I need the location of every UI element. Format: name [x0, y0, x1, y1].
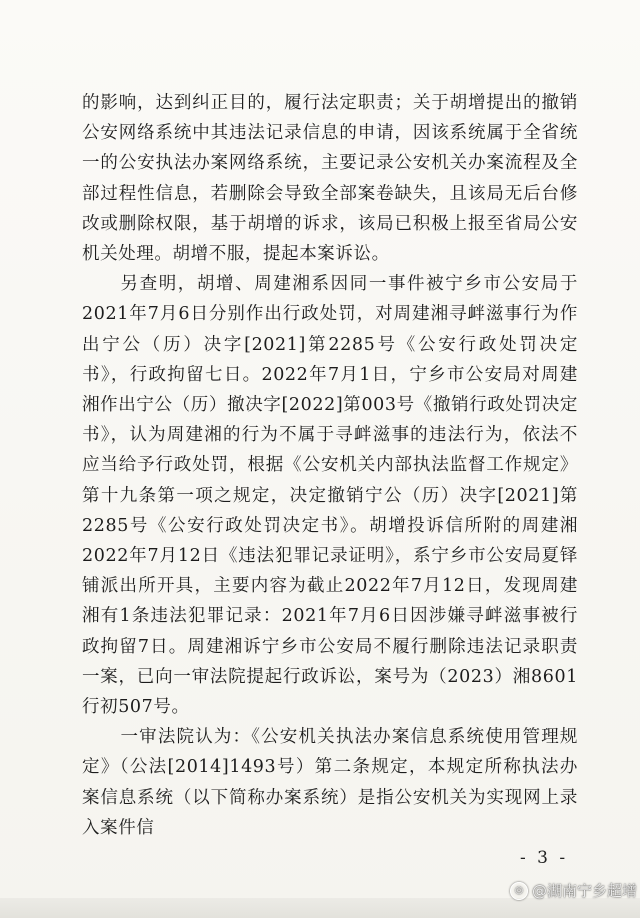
bottom-strip	[0, 898, 640, 918]
circle-logo-icon: ◎	[510, 882, 528, 900]
page-number: - 3 -	[520, 848, 569, 868]
paragraph-1: 的影响，达到纠正目的，履行法定职责；关于胡增提出的撤销公安网络系统中其违法记录信息的申请，因该系统属于全省统一的公安执法办案网络系统，主要记录公安机关办案流程及全部过程性信息，若删除会导致全部案卷缺失，且该局无后台修改或删除权限，基于胡增的诉求，该局已积极上报至省局公安机关处理。胡增不服，提起本案诉讼。	[82, 93, 578, 265]
watermark	[510, 880, 637, 901]
paragraph-2: 另查明，胡增、周建湘系因同一事件被宁乡市公安局于2021年7月6日分别作出行政处罚，对周建湘寻衅滋事行为作出宁公（历）决字[2021]第2285号《公安行政处罚决定书》，行政拘留七日。2022年7月1日，宁乡市公安局对周建湘作出宁公（历）撤决字[2022]第003号《撤销行政处罚决定书》，认为周建湘的行为不属于寻衅滋事的违法行为，依法不应当给予行政处罚，根据《公安机关内部执法监督工作规定》第十九条第一项之规定，决定撤销宁公（历）决字[2021]第2285号《公安行政处罚决定书》。胡增投诉信所附的周建湘2022年7月12日《违法犯罪记录证明》，系宁乡市公安局夏铎铺派出所开具，主要内容为截止2022年7月12日，发现周建湘有1条违法犯罪记录：2021年7月6日因涉嫌寻衅滋事被行政拘留7日。周建湘诉宁乡市公安局不履行删除违法记录职责一案，已向一审法院提起行政诉讼，案号为（2023）湘8601行初507号。	[82, 274, 578, 718]
watermark-text: @湖南宁乡超增	[532, 882, 638, 900]
paragraph-3: 一审法院认为：《公安机关执法办案信息系统使用管理规定》（公法[2014]1493号）第二条规定，本规定所称执法办案信息系统（以下简称办案系统）是指公安机关为实现网上录入案件信	[82, 727, 578, 838]
document-body	[82, 88, 578, 843]
